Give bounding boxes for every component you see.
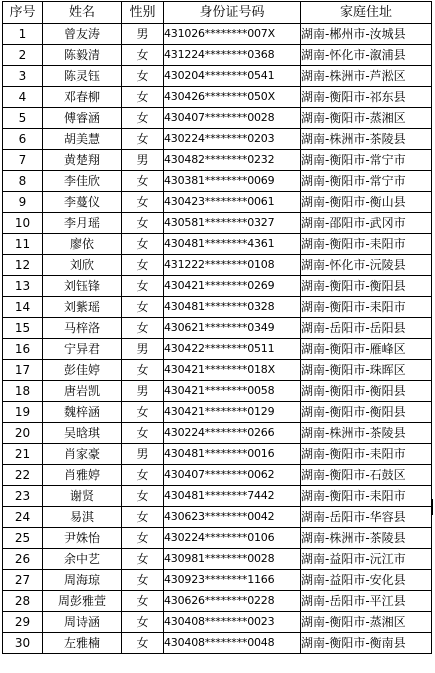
cell-sex: 女: [122, 276, 164, 297]
cell-name: 胡美慧: [43, 129, 122, 150]
table-row: [3, 528, 432, 549]
cell-name: 周彭雅萱: [43, 591, 122, 612]
cell-serial-number: 11: [3, 234, 43, 255]
cell-serial-number: 14: [3, 297, 43, 318]
cell-sex: 女: [122, 360, 164, 381]
cell-serial-number: 5: [3, 108, 43, 129]
cell-serial-number: 28: [3, 591, 43, 612]
cell-home-address: 湖南-株洲市-茶陵县: [301, 423, 432, 444]
cell-name: 刘欣: [43, 255, 122, 276]
header-name: 姓名: [43, 2, 122, 24]
cell-id-number: 430408********0048: [164, 633, 301, 654]
table-row: [3, 150, 432, 171]
cell-sex: 女: [122, 213, 164, 234]
cell-sex: 女: [122, 570, 164, 591]
table-row: [3, 444, 432, 465]
header-home-address: 家庭住址: [301, 2, 432, 24]
cell-id-number: 430481********4361: [164, 234, 301, 255]
cell-serial-number: 26: [3, 549, 43, 570]
cell-serial-number: 21: [3, 444, 43, 465]
cell-home-address: 湖南-衡阳市-衡阳县: [301, 381, 432, 402]
cell-home-address: 湖南-岳阳市-平江县: [301, 591, 432, 612]
table-row: [3, 234, 432, 255]
cell-serial-number: 8: [3, 171, 43, 192]
cell-name: 曾友涛: [43, 24, 122, 45]
cell-name: 尹姝怡: [43, 528, 122, 549]
cell-sex: 男: [122, 150, 164, 171]
cell-sex: 女: [122, 465, 164, 486]
table-row: [3, 318, 432, 339]
cell-name: 李佳欣: [43, 171, 122, 192]
table-row: [3, 591, 432, 612]
table-row: [3, 402, 432, 423]
cell-home-address: 湖南-岳阳市-华容县: [301, 507, 432, 528]
cell-serial-number: 13: [3, 276, 43, 297]
cell-id-number: 430422********0511: [164, 339, 301, 360]
cell-sex: 女: [122, 507, 164, 528]
table-row: [3, 87, 432, 108]
cell-serial-number: 24: [3, 507, 43, 528]
cell-home-address: 湖南-衡阳市-石鼓区: [301, 465, 432, 486]
cell-home-address: 湖南-衡阳市-珠晖区: [301, 360, 432, 381]
cell-name: 谢贤: [43, 486, 122, 507]
cell-id-number: 430381********0069: [164, 171, 301, 192]
cell-home-address: 湖南-衡阳市-常宁市: [301, 150, 432, 171]
cell-sex: 女: [122, 318, 164, 339]
cell-serial-number: 16: [3, 339, 43, 360]
cell-serial-number: 9: [3, 192, 43, 213]
cell-home-address: 湖南-衡阳市-蒸湘区: [301, 108, 432, 129]
cell-sex: 女: [122, 528, 164, 549]
cell-id-number: 431224********0368: [164, 45, 301, 66]
cell-sex: 女: [122, 87, 164, 108]
cell-sex: 女: [122, 45, 164, 66]
cell-id-number: 431222********0108: [164, 255, 301, 276]
cell-name: 黄楚翔: [43, 150, 122, 171]
cell-id-number: 430423********0061: [164, 192, 301, 213]
cell-name: 李月瑶: [43, 213, 122, 234]
cell-id-number: 430481********0328: [164, 297, 301, 318]
cell-home-address: 湖南-岳阳市-岳阳县: [301, 318, 432, 339]
cell-serial-number: 23: [3, 486, 43, 507]
table-row: [3, 255, 432, 276]
cell-id-number: 430621********0349: [164, 318, 301, 339]
cell-id-number: 430623********0042: [164, 507, 301, 528]
cell-home-address: 湖南-衡阳市-衡山县: [301, 192, 432, 213]
cell-sex: 女: [122, 108, 164, 129]
cell-name: 魏梓涵: [43, 402, 122, 423]
cell-id-number: 430626********0228: [164, 591, 301, 612]
edge-mark: [431, 499, 433, 515]
cell-home-address: 湖南-衡阳市-耒阳市: [301, 234, 432, 255]
cell-serial-number: 4: [3, 87, 43, 108]
table-row: [3, 108, 432, 129]
cell-sex: 女: [122, 423, 164, 444]
cell-serial-number: 6: [3, 129, 43, 150]
cell-name: 彭佳婷: [43, 360, 122, 381]
cell-serial-number: 27: [3, 570, 43, 591]
table-row: [3, 339, 432, 360]
cell-home-address: 湖南-衡阳市-衡南县: [301, 633, 432, 654]
table-row: [3, 276, 432, 297]
cell-home-address: 湖南-怀化市-溆浦县: [301, 45, 432, 66]
table-row: [3, 465, 432, 486]
cell-id-number: 430408********0023: [164, 612, 301, 633]
cell-name: 肖雅婷: [43, 465, 122, 486]
table-row: [3, 507, 432, 528]
cell-name: 陈灵钰: [43, 66, 122, 87]
cell-id-number: 430482********0232: [164, 150, 301, 171]
cell-serial-number: 10: [3, 213, 43, 234]
cell-serial-number: 3: [3, 66, 43, 87]
cell-name: 傅睿涵: [43, 108, 122, 129]
cell-id-number: 430923********1166: [164, 570, 301, 591]
cell-sex: 女: [122, 549, 164, 570]
cell-home-address: 湖南-郴州市-汝城县: [301, 24, 432, 45]
cell-sex: 女: [122, 612, 164, 633]
cell-name: 周诗涵: [43, 612, 122, 633]
cell-home-address: 湖南-衡阳市-耒阳市: [301, 444, 432, 465]
table-header-row: [3, 2, 432, 24]
cell-home-address: 湖南-衡阳市-祁东县: [301, 87, 432, 108]
cell-id-number: 430481********7442: [164, 486, 301, 507]
cell-serial-number: 7: [3, 150, 43, 171]
cell-serial-number: 25: [3, 528, 43, 549]
table-row: [3, 549, 432, 570]
cell-home-address: 湖南-株洲市-茶陵县: [301, 528, 432, 549]
table-row: [3, 45, 432, 66]
cell-serial-number: 17: [3, 360, 43, 381]
cell-serial-number: 15: [3, 318, 43, 339]
cell-sex: 男: [122, 339, 164, 360]
cell-serial-number: 1: [3, 24, 43, 45]
cell-home-address: 湖南-益阳市-安化县: [301, 570, 432, 591]
table-row: [3, 423, 432, 444]
header-id-number: 身份证号码: [164, 2, 301, 24]
table-row: [3, 381, 432, 402]
table-body: [3, 24, 432, 654]
cell-name: 刘紫瑶: [43, 297, 122, 318]
cell-sex: 男: [122, 381, 164, 402]
cell-sex: 男: [122, 444, 164, 465]
cell-home-address: 湖南-益阳市-沅江市: [301, 549, 432, 570]
cell-home-address: 湖南-衡阳市-耒阳市: [301, 486, 432, 507]
cell-home-address: 湖南-衡阳市-常宁市: [301, 171, 432, 192]
cell-id-number: 430224********0266: [164, 423, 301, 444]
cell-serial-number: 30: [3, 633, 43, 654]
cell-sex: 女: [122, 66, 164, 87]
cell-name: 吴晗琪: [43, 423, 122, 444]
cell-serial-number: 20: [3, 423, 43, 444]
cell-sex: 男: [122, 24, 164, 45]
cell-sex: 女: [122, 192, 164, 213]
table-row: [3, 129, 432, 150]
cell-serial-number: 2: [3, 45, 43, 66]
table-row: [3, 213, 432, 234]
cell-id-number: 430407********0062: [164, 465, 301, 486]
cell-name: 刘钰锋: [43, 276, 122, 297]
table-row: [3, 633, 432, 654]
table-row: [3, 297, 432, 318]
cell-id-number: 430224********0106: [164, 528, 301, 549]
cell-home-address: 湖南-衡阳市-衡阳县: [301, 402, 432, 423]
cell-id-number: 430421********0129: [164, 402, 301, 423]
table-row: [3, 171, 432, 192]
cell-name: 邓春柳: [43, 87, 122, 108]
cell-home-address: 湖南-株洲市-芦淞区: [301, 66, 432, 87]
cell-id-number: 430426********050X: [164, 87, 301, 108]
cell-name: 易淇: [43, 507, 122, 528]
cell-id-number: 430421********0269: [164, 276, 301, 297]
cell-name: 宁异君: [43, 339, 122, 360]
cell-sex: 女: [122, 402, 164, 423]
cell-sex: 女: [122, 633, 164, 654]
cell-home-address: 湖南-衡阳市-雁峰区: [301, 339, 432, 360]
cell-serial-number: 18: [3, 381, 43, 402]
cell-serial-number: 22: [3, 465, 43, 486]
cell-id-number: 430481********0016: [164, 444, 301, 465]
cell-name: 余中艺: [43, 549, 122, 570]
cell-serial-number: 19: [3, 402, 43, 423]
cell-id-number: 430407********0028: [164, 108, 301, 129]
cell-sex: 女: [122, 297, 164, 318]
cell-id-number: 430204********0541: [164, 66, 301, 87]
cell-id-number: 431026********007X: [164, 24, 301, 45]
cell-id-number: 430981********0028: [164, 549, 301, 570]
cell-name: 马梓洛: [43, 318, 122, 339]
cell-serial-number: 29: [3, 612, 43, 633]
table-row: [3, 192, 432, 213]
table-row: [3, 612, 432, 633]
cell-home-address: 湖南-衡阳市-衡阳县: [301, 276, 432, 297]
cell-id-number: 430224********0203: [164, 129, 301, 150]
cell-name: 肖家豪: [43, 444, 122, 465]
cell-name: 陈毅清: [43, 45, 122, 66]
table-row: [3, 570, 432, 591]
cell-id-number: 430421********0058: [164, 381, 301, 402]
student-table: [2, 1, 432, 654]
cell-home-address: 湖南-衡阳市-蒸湘区: [301, 612, 432, 633]
cell-name: 左雅楠: [43, 633, 122, 654]
cell-home-address: 湖南-株洲市-茶陵县: [301, 129, 432, 150]
cell-home-address: 湖南-邵阳市-武冈市: [301, 213, 432, 234]
cell-sex: 女: [122, 255, 164, 276]
cell-sex: 女: [122, 234, 164, 255]
cell-sex: 女: [122, 171, 164, 192]
cell-sex: 女: [122, 129, 164, 150]
cell-id-number: 430581********0327: [164, 213, 301, 234]
header-sex: 性别: [122, 2, 164, 24]
cell-id-number: 430421********018X: [164, 360, 301, 381]
cell-sex: 女: [122, 591, 164, 612]
table-row: [3, 360, 432, 381]
cell-name: 廖依: [43, 234, 122, 255]
cell-sex: 女: [122, 486, 164, 507]
cell-home-address: 湖南-衡阳市-耒阳市: [301, 297, 432, 318]
cell-serial-number: 12: [3, 255, 43, 276]
table-row: [3, 486, 432, 507]
cell-home-address: 湖南-怀化市-沅陵县: [301, 255, 432, 276]
table-row: [3, 24, 432, 45]
cell-name: 李蔓仪: [43, 192, 122, 213]
header-serial-number: 序号: [3, 2, 43, 24]
cell-name: 唐岩凯: [43, 381, 122, 402]
table-row: [3, 66, 432, 87]
cell-name: 周海琼: [43, 570, 122, 591]
